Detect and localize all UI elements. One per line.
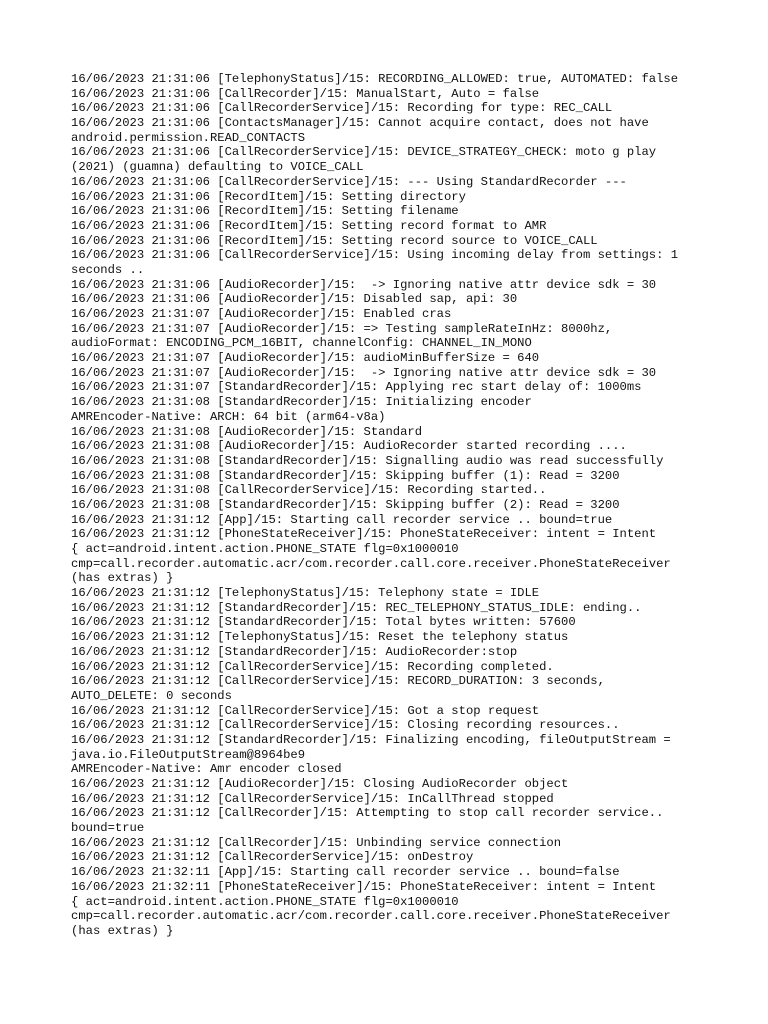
log-line: 16/06/2023 21:31:07 [AudioRecorder]/15: => Testing sampleRateInHz: 8000hz, [71,321,613,336]
log-line: 16/06/2023 21:31:06 [TelephonyStatus]/15: RECORDING_ALLOWED: true, AUTOMATED: false [71,72,679,86]
log-line: 16/06/2023 21:31:06 [CallRecorderService]/15: DEVICE_STRATEGY_CHECK: moto g play [71,145,657,160]
log-line: android.permission.READ_CONTACTS [71,130,306,145]
log-line: 16/06/2023 21:31:12 [CallRecorderService]/15: Recording completed. [71,659,554,674]
log-line: 16/06/2023 21:31:12 [CallRecorder]/15: Attempting to stop call recorder service.. [71,806,664,821]
log-line: 16/06/2023 21:31:06 [AudioRecorder]/15: Disabled sap, api: 30 [71,292,518,307]
log-line: 16/06/2023 21:31:06 [CallRecorderService]/15: Using incoming delay from settings: 1 [71,248,679,263]
log-line: 16/06/2023 21:31:06 [RecordItem]/15: Setting record source to VOICE_CALL [71,233,598,248]
log-line: 16/06/2023 21:31:12 [CallRecorderService]/15: Got a stop request [71,703,540,718]
log-line: { act=android.intent.action.PHONE_STATE flg=0x1000010 [71,894,459,909]
log-line: 16/06/2023 21:31:08 [StandardRecorder]/15: Signalling audio was read successfully [71,453,664,468]
log-line: 16/06/2023 21:31:12 [PhoneStateReceiver]/15: PhoneStateReceiver: intent = Intent [71,527,657,542]
log-line: 16/06/2023 21:31:08 [StandardRecorder]/15: Initializing encoder [71,395,532,410]
log-line: seconds .. [71,262,145,277]
log-line: 16/06/2023 21:31:12 [CallRecorderService]/15: RECORD_DURATION: 3 seconds, [71,674,605,689]
log-text-block [71,72,711,939]
log-line: cmp=call.recorder.automatic.acr/com.recorder.call.core.receiver.PhoneStateReceiver [71,909,671,924]
log-line: bound=true [71,821,145,836]
log-line: 16/06/2023 21:31:07 [AudioRecorder]/15: Enabled cras [71,307,452,321]
log-line: 16/06/2023 21:31:06 [RecordItem]/15: Setting record format to AMR [71,218,547,233]
log-line: audioFormat: ENCODING_PCM_16BIT, channelConfig: CHANNEL_IN_MONO [71,336,532,351]
log-line: 16/06/2023 21:31:06 [CallRecorderService]/15: --- Using StandardRecorder --- [71,174,627,189]
log-line: 16/06/2023 21:31:07 [StandardRecorder]/15: Applying rec start delay of: 1000ms [71,380,642,395]
log-line: 16/06/2023 21:31:06 [AudioRecorder]/15: -> Ignoring native attr device sdk = 30 [71,277,657,292]
log-line: 16/06/2023 21:31:12 [TelephonyStatus]/15: Telephony state = IDLE [71,586,540,601]
log-line: (has extras) } [71,571,174,586]
log-line: 16/06/2023 21:31:12 [AudioRecorder]/15: Closing AudioRecorder object [71,777,569,791]
log-line: 16/06/2023 21:31:06 [CallRecorderService]/15: Recording for type: REC_CALL [71,101,613,116]
log-line: 16/06/2023 21:32:11 [App]/15: Starting call recorder service .. bound=false [71,865,620,880]
log-line: 16/06/2023 21:31:12 [StandardRecorder]/15: Finalizing encoding, fileOutputStream = [71,732,671,747]
log-line: 16/06/2023 21:31:12 [StandardRecorder]/15: REC_TELEPHONY_STATUS_IDLE: ending.. [71,600,642,615]
log-line: AMREncoder-Native: ARCH: 64 bit (arm64-v8a) [71,409,386,424]
log-line: { act=android.intent.action.PHONE_STATE flg=0x1000010 [71,542,459,556]
log-line: 16/06/2023 21:31:12 [CallRecorderService]/15: InCallThread stopped [71,791,554,806]
log-line: 16/06/2023 21:31:08 [StandardRecorder]/15: Skipping buffer (2): Read = 3200 [71,497,620,512]
log-line: 16/06/2023 21:31:08 [AudioRecorder]/15: AudioRecorder started recording .... [71,439,627,454]
log-line: 16/06/2023 21:31:12 [CallRecorder]/15: Unbinding service connection [71,835,562,850]
log-line: 16/06/2023 21:31:07 [AudioRecorder]/15: -> Ignoring native attr device sdk = 30 [71,365,657,380]
log-line: java.io.FileOutputStream@8964be9 [71,747,306,762]
log-line: 16/06/2023 21:31:06 [ContactsManager]/15: Cannot acquire contact, does not have [71,116,649,131]
log-line: 16/06/2023 21:31:12 [CallRecorderService]/15: Closing recording resources.. [71,718,620,733]
log-line: 16/06/2023 21:31:08 [AudioRecorder]/15: Standard [71,424,423,439]
log-line: 16/06/2023 21:31:12 [StandardRecorder]/15: Total bytes written: 57600 [71,615,576,630]
log-line: 16/06/2023 21:31:12 [App]/15: Starting call recorder service .. bound=true [71,512,613,527]
log-line: 16/06/2023 21:32:11 [PhoneStateReceiver]/15: PhoneStateReceiver: intent = Intent [71,879,657,894]
log-line: 16/06/2023 21:31:12 [TelephonyStatus]/15: Reset the telephony status [71,630,569,645]
log-line: 16/06/2023 21:31:06 [RecordItem]/15: Setting directory [71,189,466,204]
log-line: 16/06/2023 21:31:07 [AudioRecorder]/15: audioMinBufferSize = 640 [71,351,540,366]
log-line: (2021) (guamna) defaulting to VOICE_CALL [71,160,364,175]
log-line: 16/06/2023 21:31:06 [RecordItem]/15: Setting filename [71,204,459,219]
log-line: AMREncoder-Native: Amr encoder closed [71,762,342,777]
log-line: 16/06/2023 21:31:08 [StandardRecorder]/15: Skipping buffer (1): Read = 3200 [71,468,620,483]
log-line: 16/06/2023 21:31:12 [StandardRecorder]/15: AudioRecorder:stop [71,644,518,659]
log-line: (has extras) } [71,923,174,938]
log-line: 16/06/2023 21:31:08 [CallRecorderService]/15: Recording started.. [71,483,547,498]
log-line: cmp=call.recorder.automatic.acr/com.recorder.call.core.receiver.PhoneStateReceiver [71,556,671,571]
log-line: 16/06/2023 21:31:06 [CallRecorder]/15: ManualStart, Auto = false [71,86,540,101]
log-line: AUTO_DELETE: 0 seconds [71,688,232,703]
log-line: 16/06/2023 21:31:12 [CallRecorderService]/15: onDestroy [71,850,474,865]
